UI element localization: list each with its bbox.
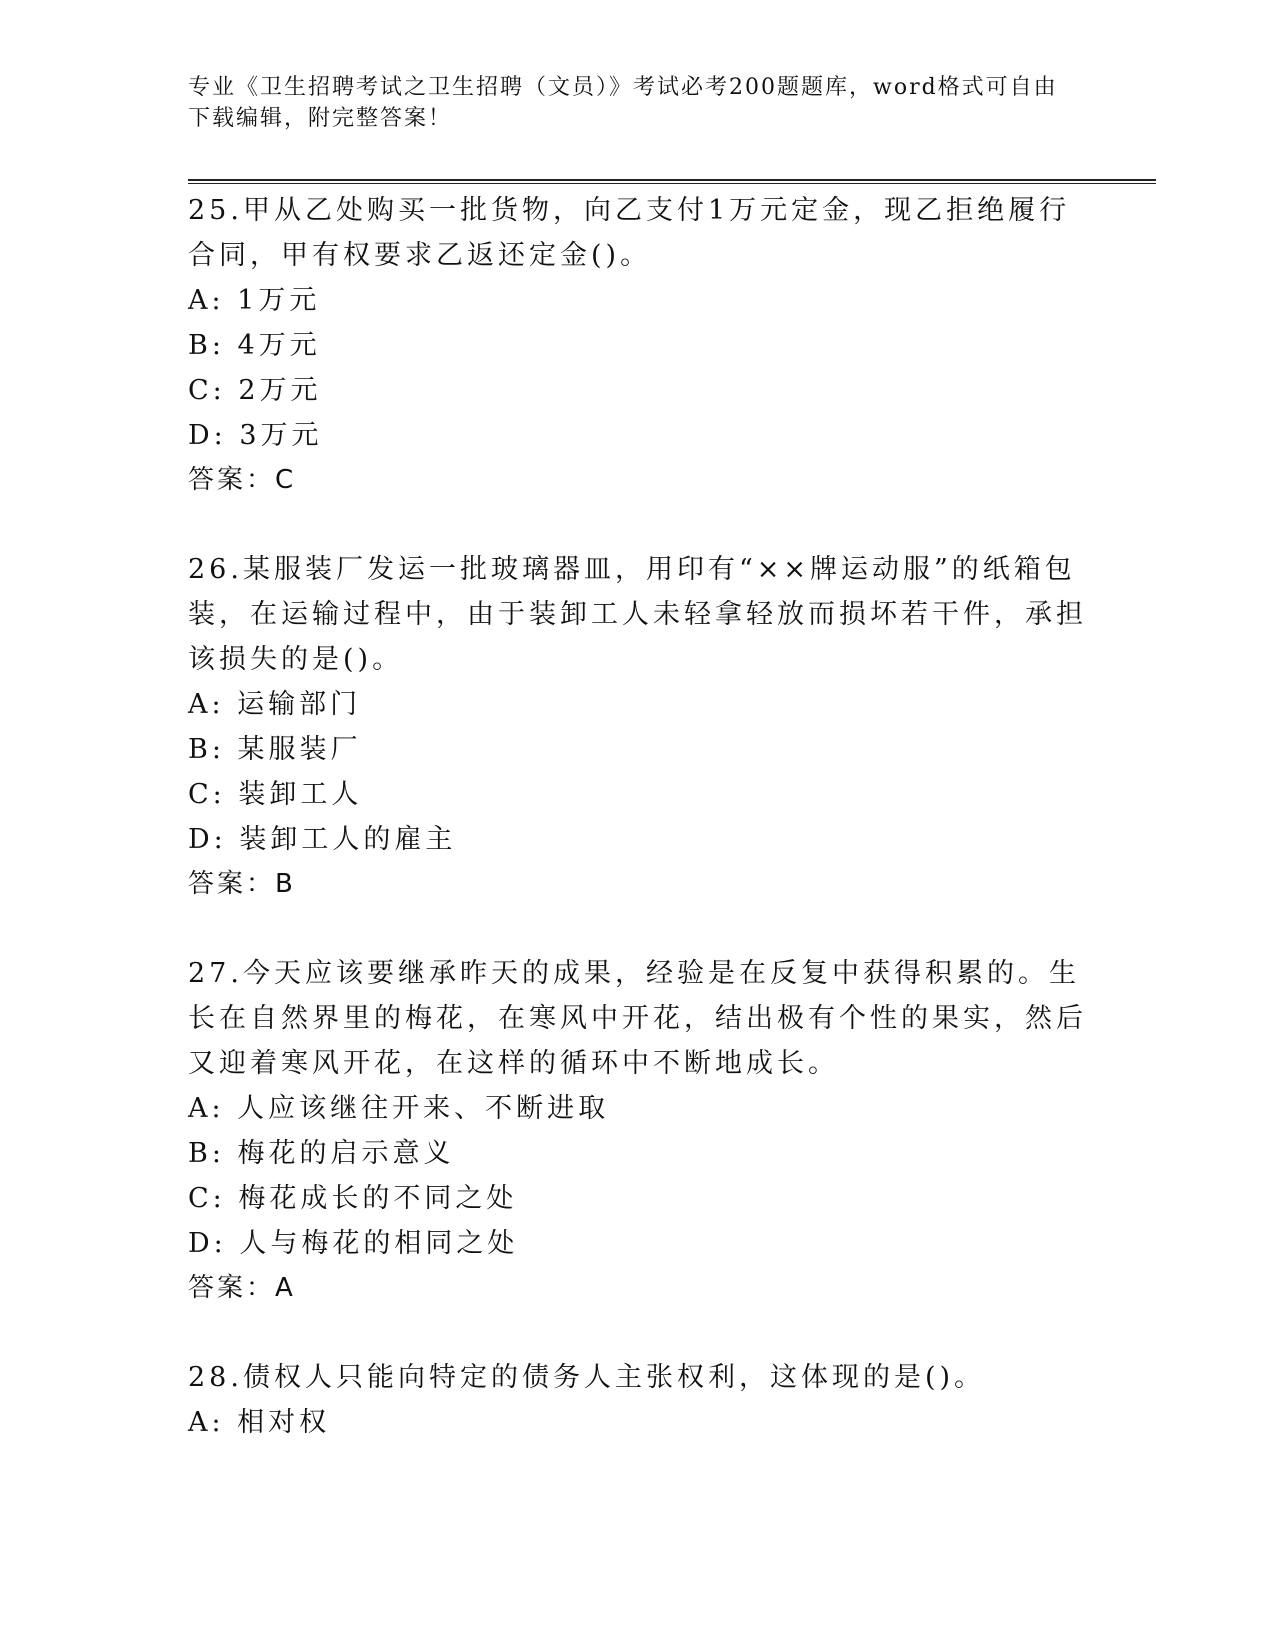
document-header: 专业《卫生招聘考试之卫生招聘（文员）》考试必考200题题库，word格式可自由下载编辑，附完整答案！ <box>188 75 1058 131</box>
answer-line <box>188 1266 1088 1311</box>
option-b: B: 梅花的启示意义 <box>188 1138 455 1169</box>
option-a: A: 运输部门 <box>188 689 362 720</box>
question-25 <box>188 188 1088 503</box>
question-stem: 25.甲从乙处购买一批货物，向乙支付1万元定金，现乙拒绝履行合同，甲有权要求乙返还定金()。 <box>188 195 1071 271</box>
answer-line <box>188 862 1088 907</box>
answer-label: 答案： <box>188 869 276 899</box>
answer-value: C <box>275 465 297 495</box>
option-b: B: 4万元 <box>188 330 321 361</box>
option-d: D: 装卸工人的雇主 <box>188 824 457 855</box>
question-stem: 26.某服装厂发运一批玻璃器皿，用印有“××牌运动服”的纸箱包装，在运输过程中，由于装卸工人未轻拿轻放而损坏若干件，承担该损失的是()。 <box>188 554 1087 675</box>
answer-label: 答案： <box>188 465 276 495</box>
question-stem: 28.债权人只能向特定的债务人主张权利，这体现的是()。 <box>188 1362 986 1393</box>
answer-line <box>188 458 1088 503</box>
option-d: D: 人与梅花的相同之处 <box>188 1228 519 1259</box>
header-divider <box>188 179 1156 181</box>
question-stem: 27.今天应该要继承昨天的成果，经验是在反复中获得积累的。生长在自然界里的梅花，在寒风中开花，结出极有个性的果实，然后又迎着寒风开花，在这样的循环中不断地成长。 <box>188 958 1087 1079</box>
option-a: A: 相对权 <box>188 1407 331 1438</box>
option-a: A: 人应该继往开来、不断进取 <box>188 1093 610 1124</box>
answer-label: 答案： <box>188 1273 276 1303</box>
option-b: B: 某服装厂 <box>188 734 362 765</box>
question-27 <box>188 951 1088 1311</box>
answer-value: A <box>275 1273 296 1303</box>
answer-value: B <box>275 869 296 899</box>
option-c: C: 梅花成长的不同之处 <box>188 1183 518 1214</box>
question-list <box>188 188 1088 1489</box>
option-c: C: 装卸工人 <box>188 779 363 810</box>
question-26 <box>188 547 1088 907</box>
header-divider-thin <box>188 183 1156 184</box>
question-28 <box>188 1355 1088 1445</box>
option-a: A: 1万元 <box>188 285 321 316</box>
option-c: C: 2万元 <box>188 375 322 406</box>
option-d: D: 3万元 <box>188 420 323 451</box>
